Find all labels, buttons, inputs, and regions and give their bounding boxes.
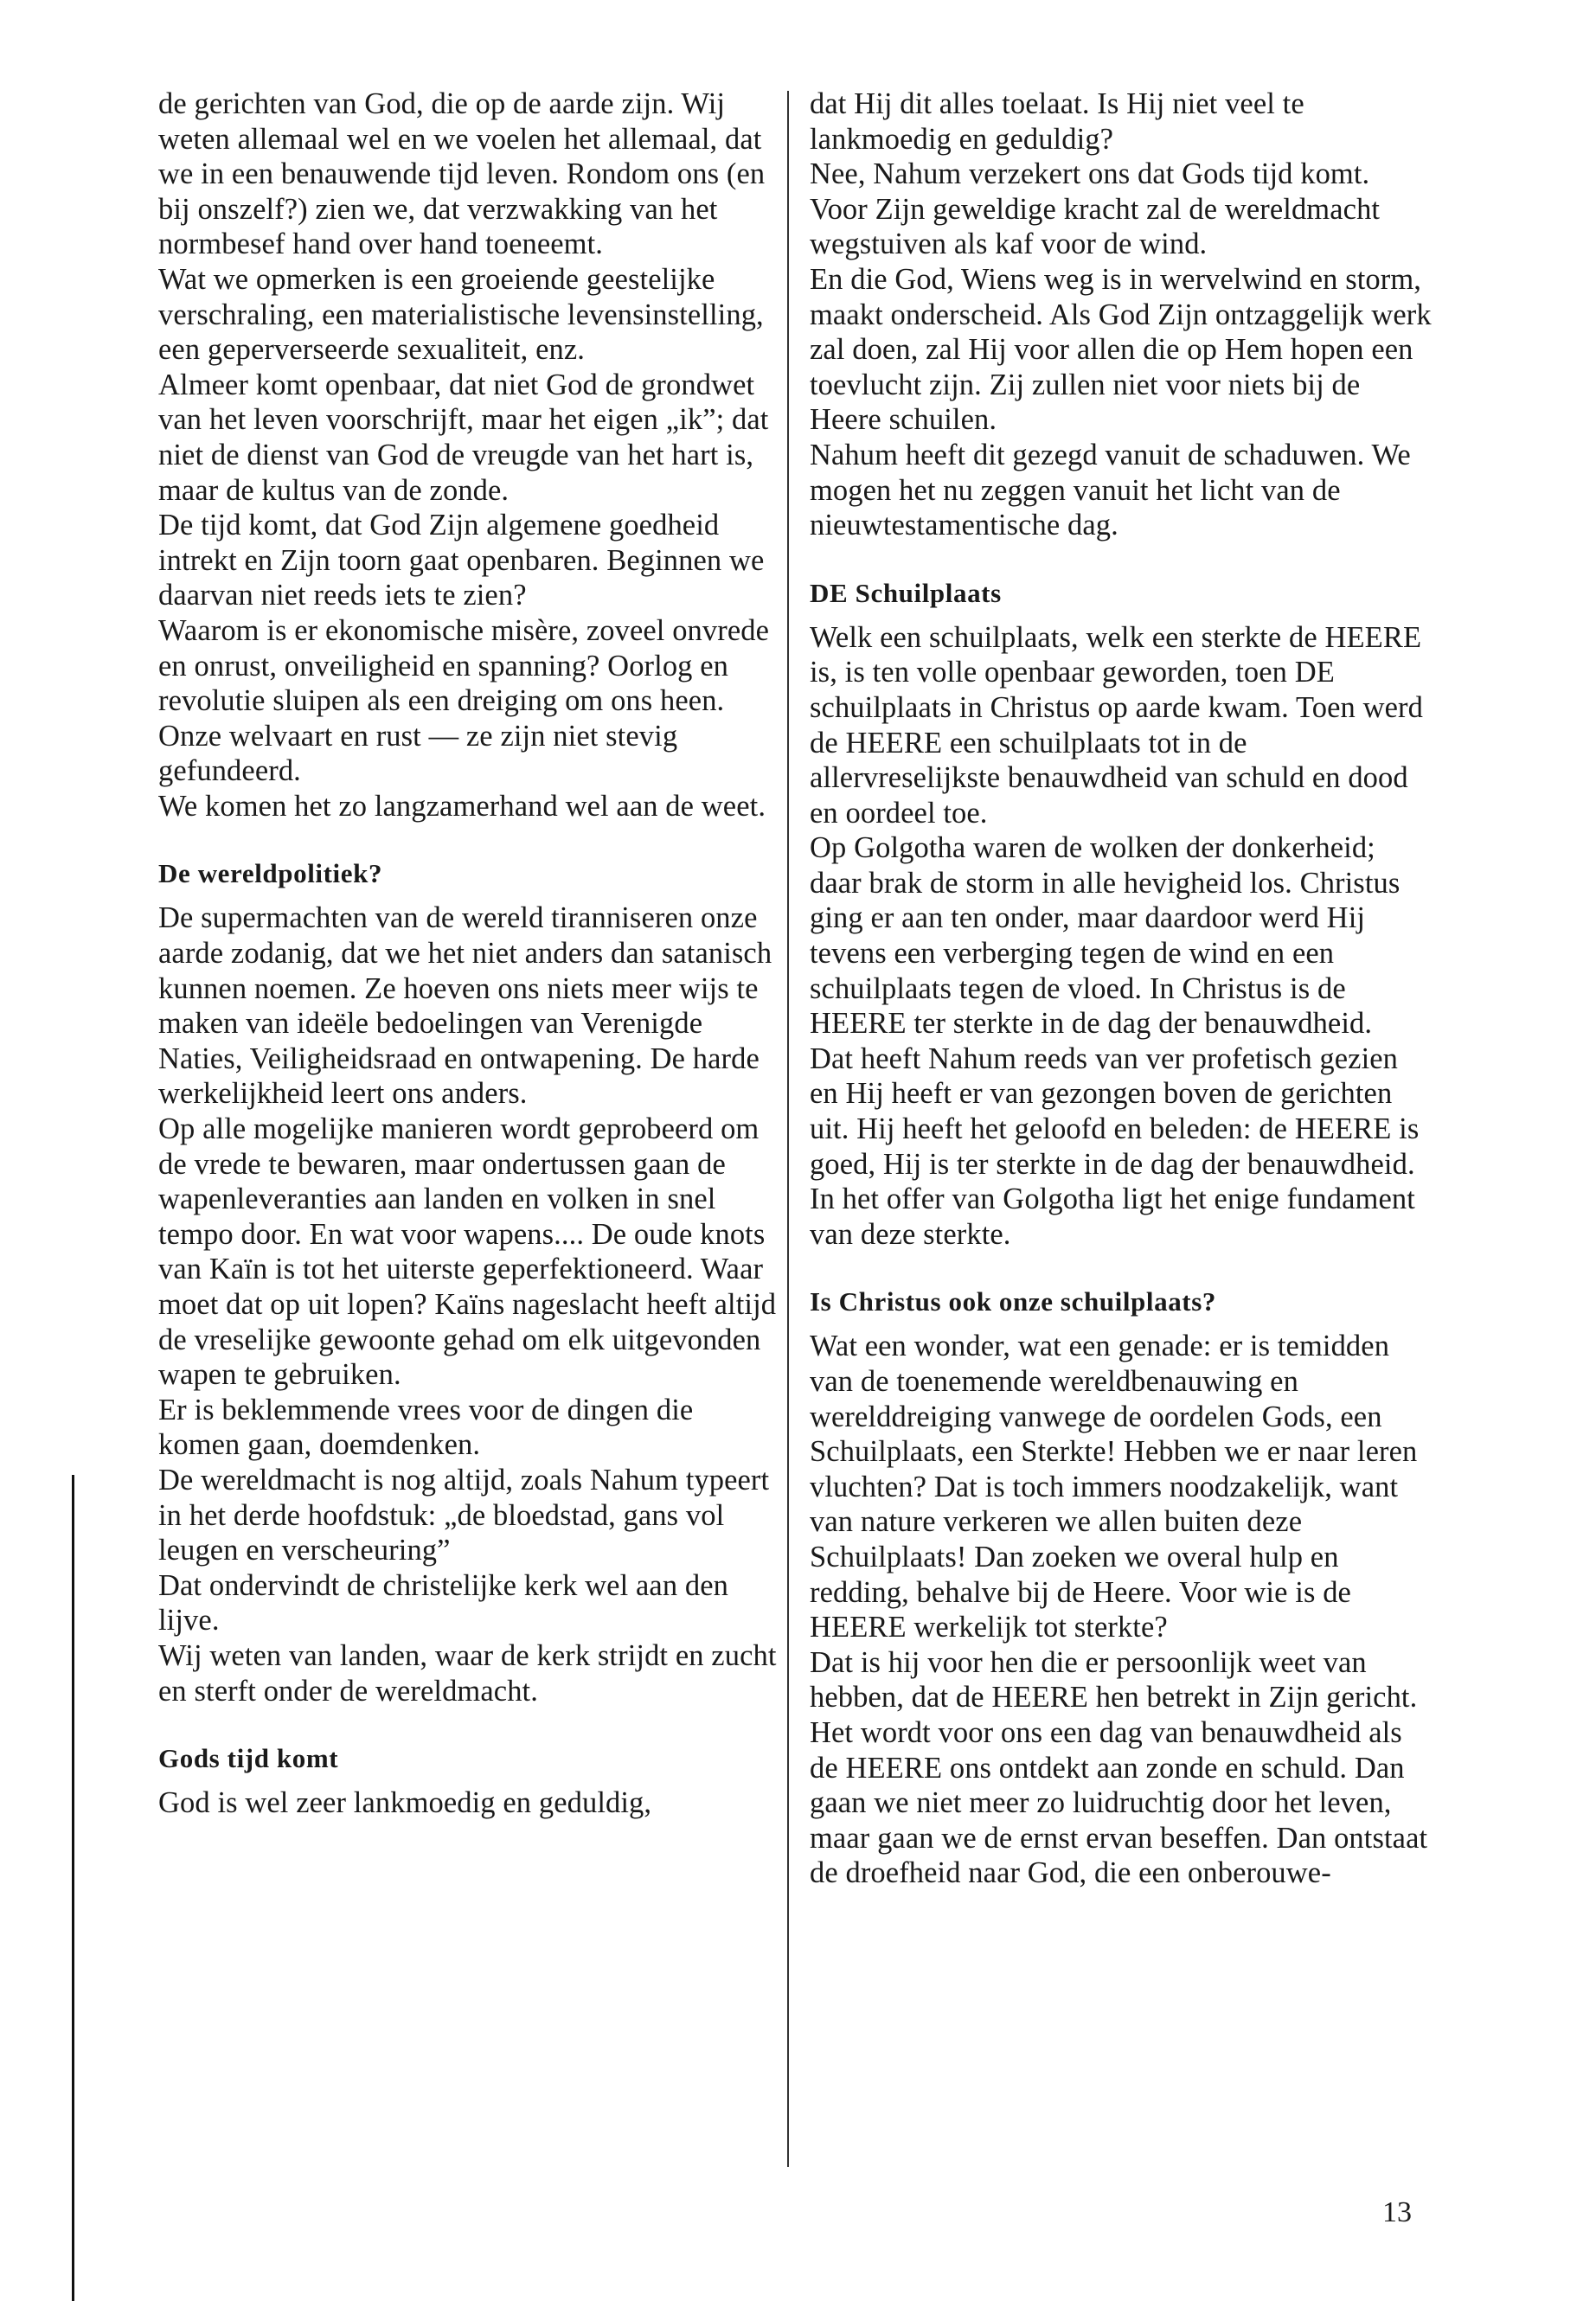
paragraph: Welk een schuilplaats, welk een sterkte de HEERE is, is ten volle openbaar geworden, toen DE schuilplaats in Christus op aarde kwam. Toen werd de HEERE een schuilplaats tot in de allervreselijkste benauwdheid van schuld en dood en oordeel toe. [810, 620, 1423, 830]
paragraph: Op Golgotha waren de wolken der donkerheid; daar brak de storm in alle hevigheid los. Christus ging er aan ten onder, maar daardoor werd Hij tevens een verberging tegen de wind en een schuilplaats tegen de vloed. In Christus is de HEERE ter sterkte in de dag der benauwdheid. [810, 831, 1401, 1041]
page-number: 13 [1382, 2196, 1412, 2228]
paragraph: En die God, Wiens weg is in wervelwind en storm, maakt onderscheid. Als God Zijn ontzaggelijk werk zal doen, zal Hij voor allen die op Hem hopen een toevlucht zijn. Zij zullen niet voor niets bij de Heere schuilen. [810, 262, 1432, 437]
paragraph: Dat is hij voor hen die er persoonlijk weet van hebben, dat de HEERE hen betrekt in Zijn gericht. [810, 1645, 1418, 1715]
paragraph: Nee, Nahum verzekert ons dat Gods tijd komt. Voor Zijn geweldige kracht zal de wereldmacht wegstuiven als kaf voor de wind. [810, 157, 1381, 261]
section-heading: DE Schuilplaats [810, 577, 1002, 608]
paragraph: De supermachten van de wereld tiranniseren onze aarde zodanig, dat we het niet anders dan satanisch kunnen noemen. Ze hoeven ons niets meer wijs te maken van ideële bedoelingen van Verenigde Naties, Veiligheidsraad en ontwapening. De harde werkelijkheid leert ons anders. [158, 901, 772, 1111]
section-heading: Gods tijd komt [158, 1743, 339, 1774]
paragraph: Er is beklemmende vrees voor de dingen die komen gaan, doemdenken. [158, 1393, 694, 1462]
paragraph: de gerichten van God, die op de aarde zijn. Wij weten allemaal wel en we voelen het allemaal, dat we in een benauwende tijd leven. Rondom ons (en bij onszelf?) zien we, dat verzwakking van het normbesef hand over hand toeneemt. [158, 87, 766, 261]
paragraph: De wereldmacht is nog altijd, zoals Nahum typeert in het derde hoofdstuk: „de bloedstad, gans vol leugen en verscheuring” [158, 1463, 770, 1567]
paragraph: Wat we opmerken is een groeiende geestelijke verschraling, een materialistische levensinstelling, een geperverseerde sexualiteit, enz. [158, 262, 764, 367]
paragraph: De tijd komt, dat God Zijn algemene goedheid intrekt en Zijn toorn gaat openbaren. Beginnen we daarvan niet reeds iets te zien? [158, 509, 765, 612]
left-column [158, 87, 781, 1821]
paragraph: Dat ondervindt de christelijke kerk wel aan den lijve. [158, 1568, 729, 1638]
paragraph: We komen het zo langzamerhand wel aan de weet. [158, 789, 766, 823]
paragraph: Wij weten van landen, waar de kerk strijdt en zucht en sterft onder de wereldmacht. [158, 1638, 777, 1708]
paragraph: Dat heeft Nahum reeds van ver profetisch gezien en Hij heeft er van gezongen boven de gerichten uit. Hij heeft het geloofd en beleden: de HEERE is goed, Hij is ter sterkte in de dag der benauwdheid. [810, 1042, 1420, 1181]
right-column [810, 87, 1433, 1891]
section-heading: De wereldpolitiek? [158, 858, 383, 889]
paragraph: Onze welvaart en rust — ze zijn niet stevig gefundeerd. [158, 719, 678, 788]
paragraph: Wat een wonder, wat een genade: er is temidden van de toenemende wereldbenauwing en werelddreiging vanwege de oordelen Gods, een Schuilplaats, een Sterkte! Hebben we er naar leren vluchten? Dat is toch immers noodzakelijk, want van nature verkeren we allen buiten deze Schuilplaats! Dan zoeken we overal hulp en redding, behalve bij de Heere. Voor wie is de HEERE werkelijk tot sterkte? [810, 1330, 1418, 1644]
paragraph: Op alle mogelijke manieren wordt geprobeerd om de vrede te bewaren, maar ondertussen gaan de wapenleveranties aan landen en volken in snel tempo door. En wat voor wapens.... De oude knots van Kaïn is tot het uiterste geperfektioneerd. Waar moet dat op uit lopen? Kaïns nageslacht heeft altijd de vreselijke gewoonte gehad om elk uitgevonden wapen te gebruiken. [158, 1112, 777, 1392]
paragraph: God is wel zeer lankmoedig en geduldig, [158, 1786, 652, 1820]
paragraph: Almeer komt openbaar, dat niet God de grondwet van het leven voorschrijft, maar het eigen „ik”; dat niet de dienst van God de vreugde van het hart is, maar de kultus van de zonde. [158, 368, 769, 507]
paragraph: In het offer van Golgotha ligt het enige fundament van deze sterkte. [810, 1183, 1415, 1251]
paragraph: Nahum heeft dit gezegd vanuit de schaduwen. We mogen het nu zeggen vanuit het licht van de nieuwtestamentische dag. [810, 438, 1411, 542]
paragraph: Het wordt voor ons een dag van benauwdheid als de HEERE ons ontdekt aan zonde en schuld. Dan gaan we niet meer zo luidruchtig door het leven, maar gaan we de ernst ervan beseffen. Dan ontstaat de droefheid naar God, die een onberouwe- [810, 1715, 1428, 1890]
binding-edge [72, 1475, 74, 2301]
paragraph: dat Hij dit alles toelaat. Is Hij niet veel te lankmoedig en geduldig? [810, 87, 1304, 156]
column-divider [787, 91, 789, 2167]
paragraph: Waarom is er ekonomische misère, zoveel onvrede en onrust, onveiligheid en spanning? Oorlog en revolutie sluipen als een dreiging om ons heen. [158, 613, 770, 718]
section-heading: Is Christus ook onze schuilplaats? [810, 1286, 1216, 1317]
